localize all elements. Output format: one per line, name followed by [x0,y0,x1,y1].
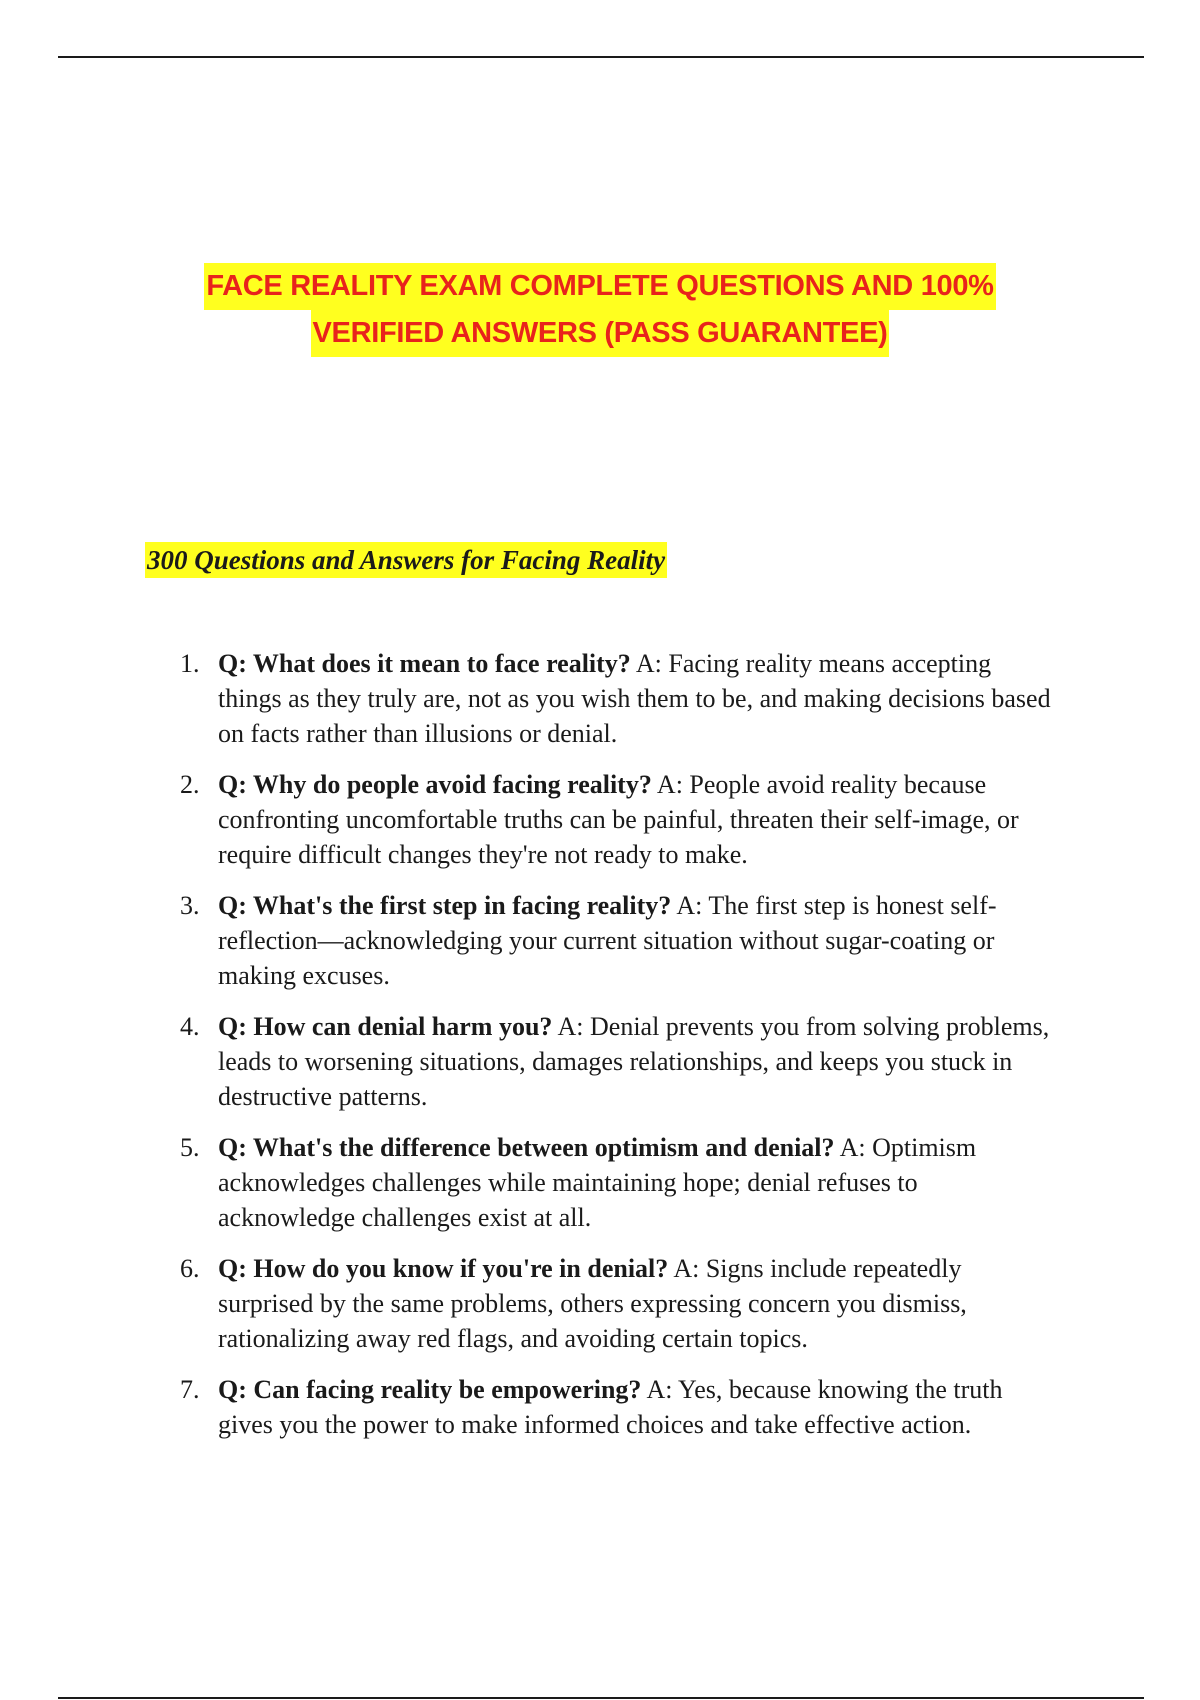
qa-question: Q: How can denial harm you? [218,1012,553,1041]
qa-number: 2. [180,770,200,799]
qa-number: 4. [180,1012,200,1041]
qa-item-3 [0,888,1060,993]
qa-answer: A: People avoid reality because confronting uncomfortable truths can be painful, threaten their self-image, or require difficult changes they're not ready to make. [218,770,1019,869]
qa-question: Q: What's the first step in facing reality? [218,891,672,920]
qa-item-5 [0,1130,1060,1235]
qa-answer: A: The first step is honest self-reflection—acknowledging your current situation without sugar-coating or making excuses. [218,891,997,990]
qa-answer: A: Denial prevents you from solving problems, leads to worsening situations, damages relationships, and keeps you stuck in destructive patterns. [218,1012,1050,1111]
document-title [0,263,1200,357]
qa-question: Q: What's the difference between optimism and denial? [218,1133,835,1162]
bottom-rule [58,1697,1144,1699]
qa-question: Q: Why do people avoid facing reality? [218,770,652,799]
qa-answer: A: Signs include repeatedly surprised by the same problems, others expressing concern you dismiss, rationalizing away red flags, and avoiding certain topics. [218,1254,967,1353]
qa-question: Q: How do you know if you're in denial? [218,1254,669,1283]
title-line-2: VERIFIED ANSWERS (PASS GUARANTEE) [311,310,890,357]
qa-item-6 [0,1251,1060,1356]
section-subtitle: 300 Questions and Answers for Facing Reality [145,542,667,578]
title-line-1: FACE REALITY EXAM COMPLETE QUESTIONS AND 100% [204,263,995,310]
qa-number: 6. [180,1254,200,1283]
qa-number: 1. [180,649,200,678]
qa-answer: A: Facing reality means accepting things as they truly are, not as you wish them to be, and making decisions based on facts rather than illusions or denial. [218,649,1051,748]
qa-item-4 [0,1009,1060,1114]
qa-list [0,646,1200,1458]
top-rule [58,56,1144,58]
qa-number: 5. [180,1133,200,1162]
qa-number: 3. [180,891,200,920]
qa-answer: A: Optimism acknowledges challenges while maintaining hope; denial refuses to acknowledge challenges exist at all. [218,1133,977,1232]
qa-question: Q: What does it mean to face reality? [218,649,631,678]
qa-question: Q: Can facing reality be empowering? [218,1375,642,1404]
qa-item-7 [0,1372,1060,1442]
qa-item-1 [0,646,1060,751]
qa-answer: A: Yes, because knowing the truth gives you the power to make informed choices and take effective action. [218,1375,1003,1439]
qa-number: 7. [180,1375,200,1404]
qa-item-2 [0,767,1060,872]
